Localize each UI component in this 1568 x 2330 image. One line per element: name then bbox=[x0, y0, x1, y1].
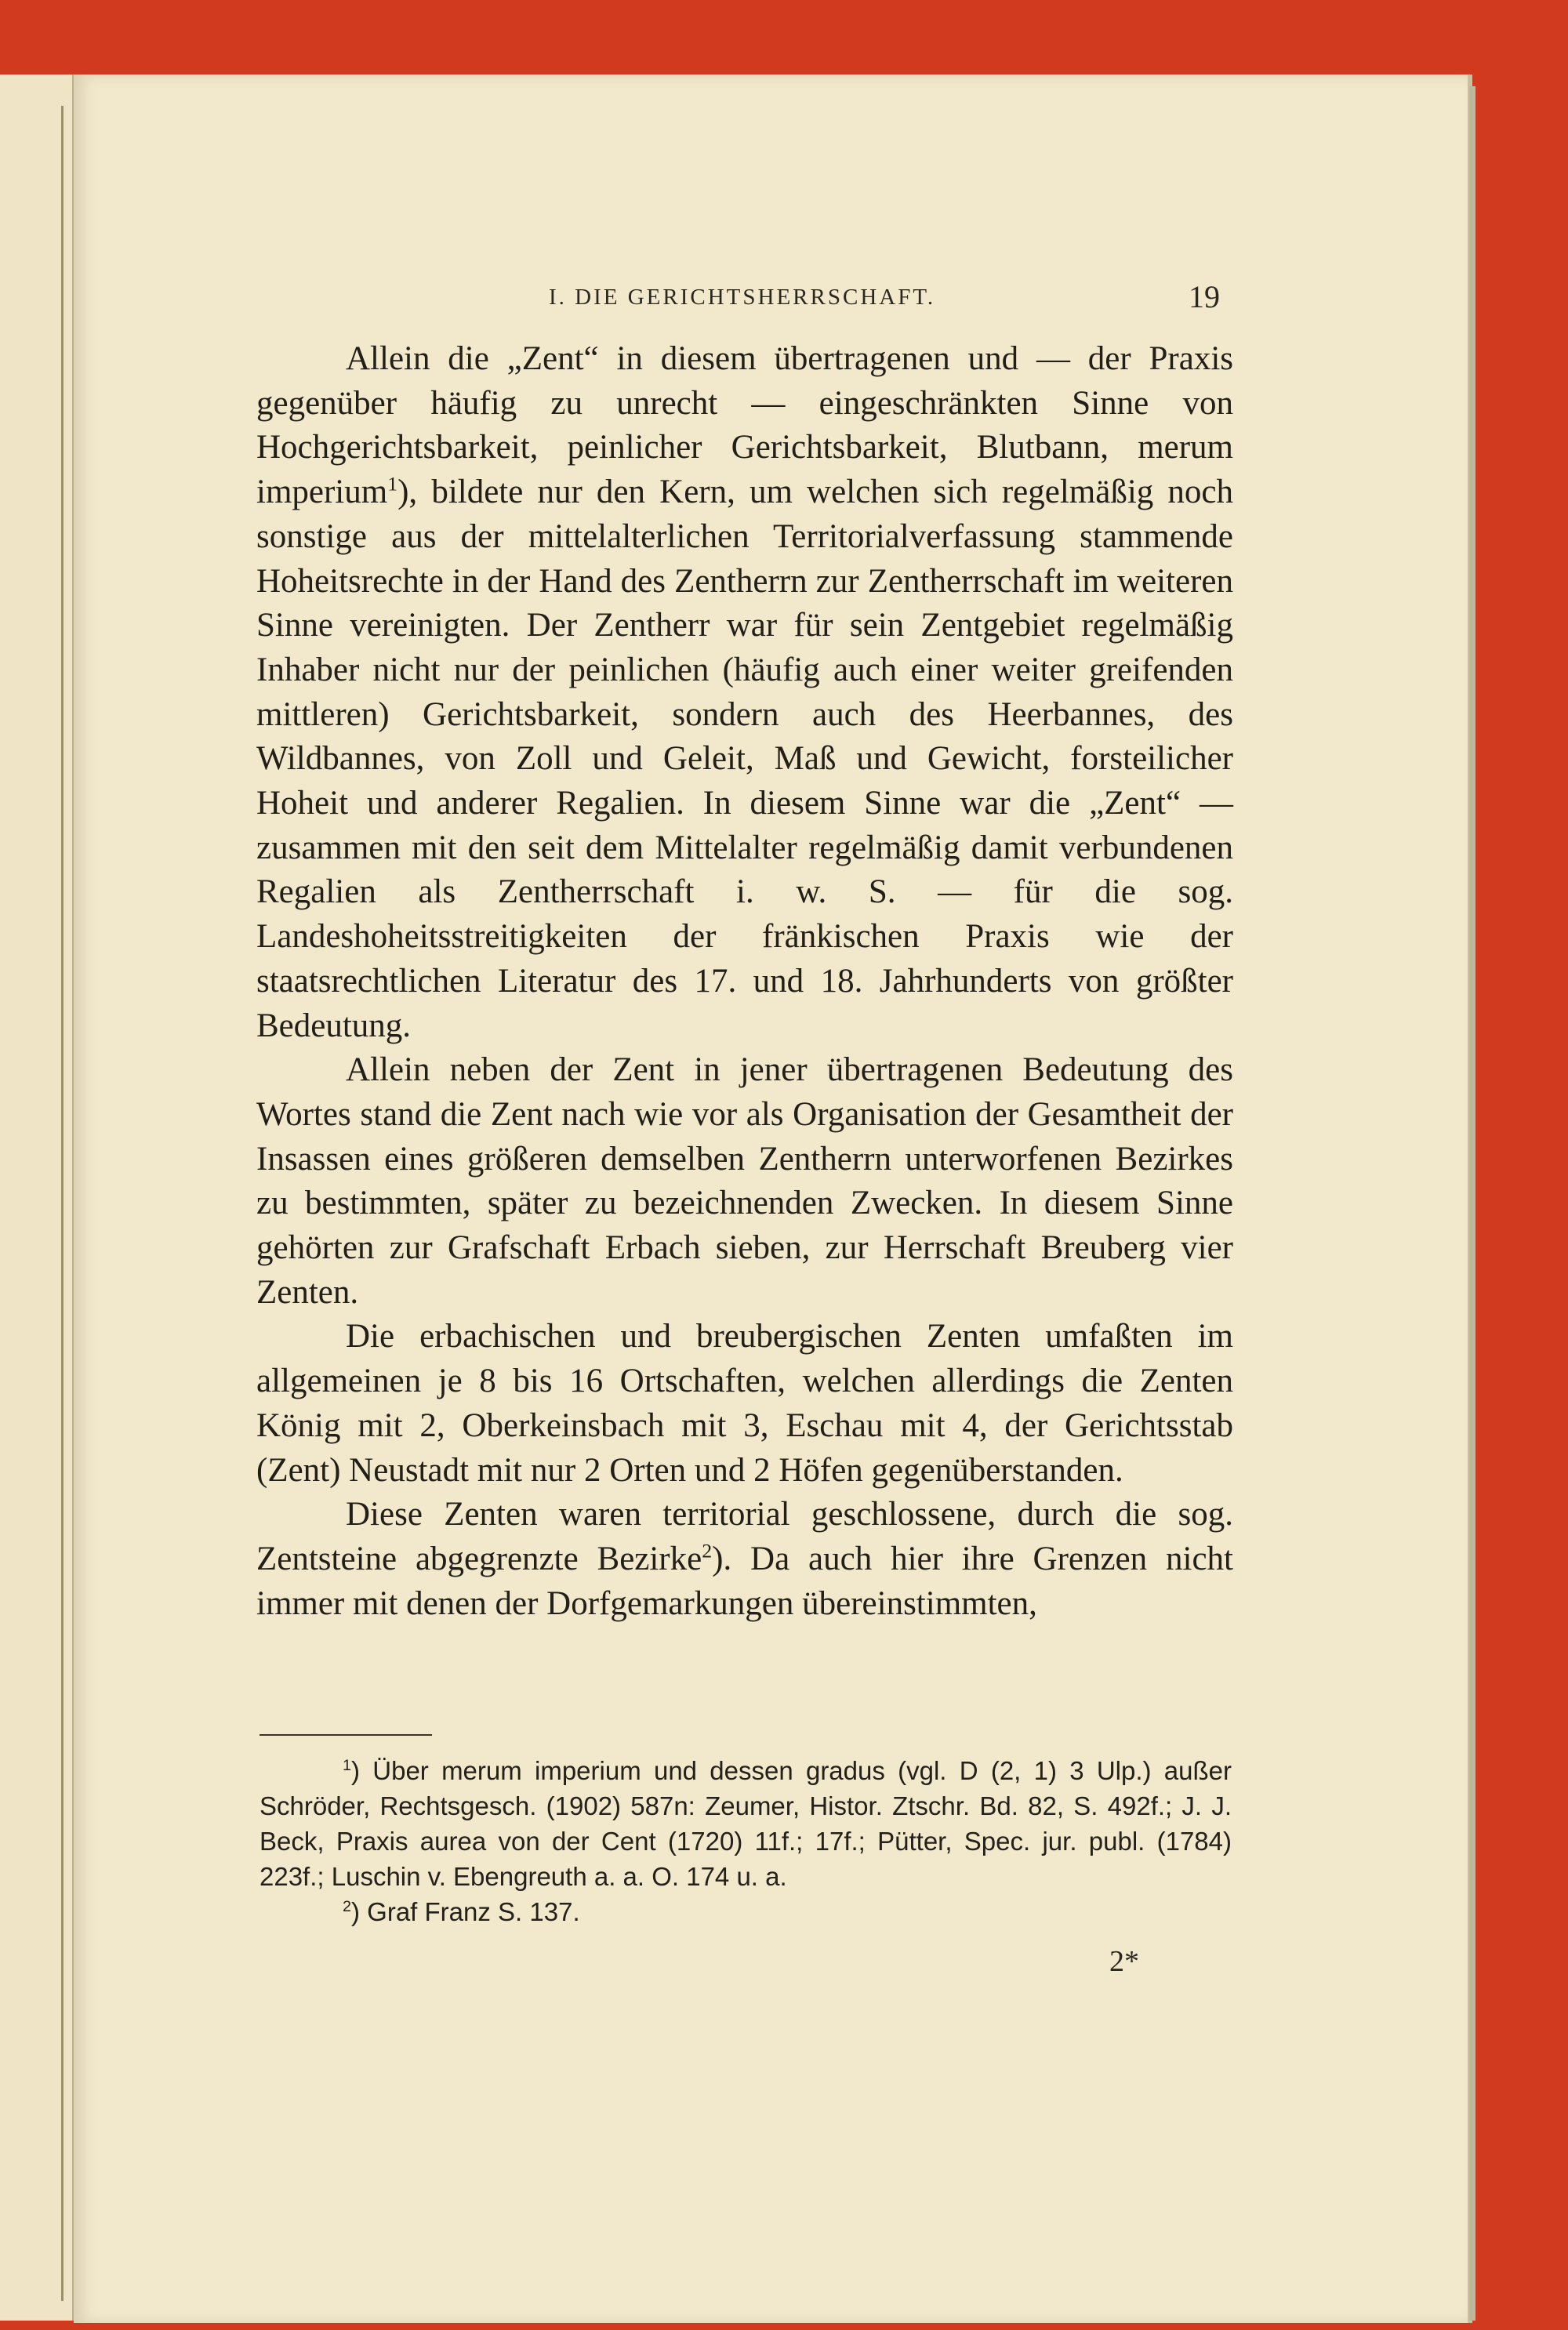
footnote-rule bbox=[260, 1734, 432, 1736]
paragraph: Allein die „Zent“ in diesem übertragenen und — der Praxis gegenüber häufig zu unrecht — eingeschränkten Sinne von Hochgerichtsbarkeit, peinlicher Gerichtsbarkeit, Blutbann, merum imperium$^1$), bildete nur den Kern, um welchen sich regelmäßig noch sonstige aus der mittelalterlichen Territorialverfassung stammende Hoheitsrechte in der Hand des Zentherrn zur Zentherrschaft im weiteren Sinne vereinigten. Der Zentherr war für sein Zentgebiet regelmäßig Inhaber nicht nur der peinlichen (häufig auch einer weiter greifenden mittleren) Gerichtsbarkeit, sondern auch des Heerbannes, des Wildbannes, von Zoll und Geleit, Maß und Gewicht, forsteilicher Hoheit und anderer Regalien. In diesem Sinne war die „Zent“ — zusammen mit den seit dem Mittelalter regelmäßig damit verbundenen Regalien als Zentherrschaft i. w. S. — für die sog. Landeshoheitsstreitigkeiten der fränkischen Praxis wie der staatsrechtlichen Literatur des 17. und 18. Jahrhunderts von größter Bedeutung. bbox=[256, 340, 1233, 1044]
footnotes bbox=[260, 1753, 1232, 1929]
footnote-mark: 1 bbox=[343, 1757, 352, 1774]
footnote-mark: 2 bbox=[343, 1898, 352, 1915]
body-text bbox=[256, 337, 1233, 1626]
footnote-ref: 2 bbox=[702, 1539, 713, 1562]
facing-page-edge bbox=[0, 74, 74, 2321]
running-head: I. DIE GERICHTSHERRSCHAFT. bbox=[549, 285, 936, 310]
footnote: $^1$) Über merum imperium und dessen gradus (vgl. D (2, 1) 3 Ulp.) außer Schröder, Rechtsgesch. (1902) 587n: Zeumer, Histor. Ztschr. Bd. 82, S. 492f.; J. J. Beck, Praxis aurea von der Cent (1720) 11f.; 17f.; Pütter, Spec. jur. publ. (1784) 223f.; Luschin v. Ebengreuth a. a. O. 174 u. a. bbox=[260, 1756, 1232, 1891]
signature-mark: 2* bbox=[1109, 1945, 1139, 1978]
paragraph: Diese Zenten waren territorial geschlossene, durch die sog. Zentsteine abgegrenzte Bezirke$^2$). Da auch hier ihre Grenzen nicht immer mit denen der Dorfgemarkungen übereinstimmten, bbox=[256, 1496, 1233, 1622]
gutter-line bbox=[61, 106, 64, 2301]
footnote: $^2$) Graf Franz S. 137. bbox=[343, 1897, 580, 1926]
footnote-ref: 1 bbox=[387, 472, 398, 495]
page-header bbox=[549, 278, 1220, 318]
page-number: 19 bbox=[1189, 279, 1220, 314]
page-stack-edge bbox=[1469, 86, 1475, 2321]
paragraph: Die erbachischen und breubergischen Zenten umfaßten im allgemeinen je 8 bis 16 Ortschaften, welchen allerdings die Zenten König mit 2, Oberkeinsbach mit 3, Eschau mit 4, der Gerichtsstab (Zent) Neustadt mit nur 2 Orten und 2 Höfen gegenüberstanden. bbox=[256, 1318, 1233, 1489]
paragraph: Allein neben der Zent in jener übertragenen Bedeutung des Wortes stand die Zent nach wie vor als Organisation der Gesamtheit der Insassen eines größeren demselben Zentherrn unterworfenen Bezirkes zu bestimmten, später zu bezeichnenden Zwecken. In diesem Sinne gehörten zur Grafschaft Erbach sieben, zur Herrschaft Breuberg vier Zenten. bbox=[256, 1051, 1233, 1311]
